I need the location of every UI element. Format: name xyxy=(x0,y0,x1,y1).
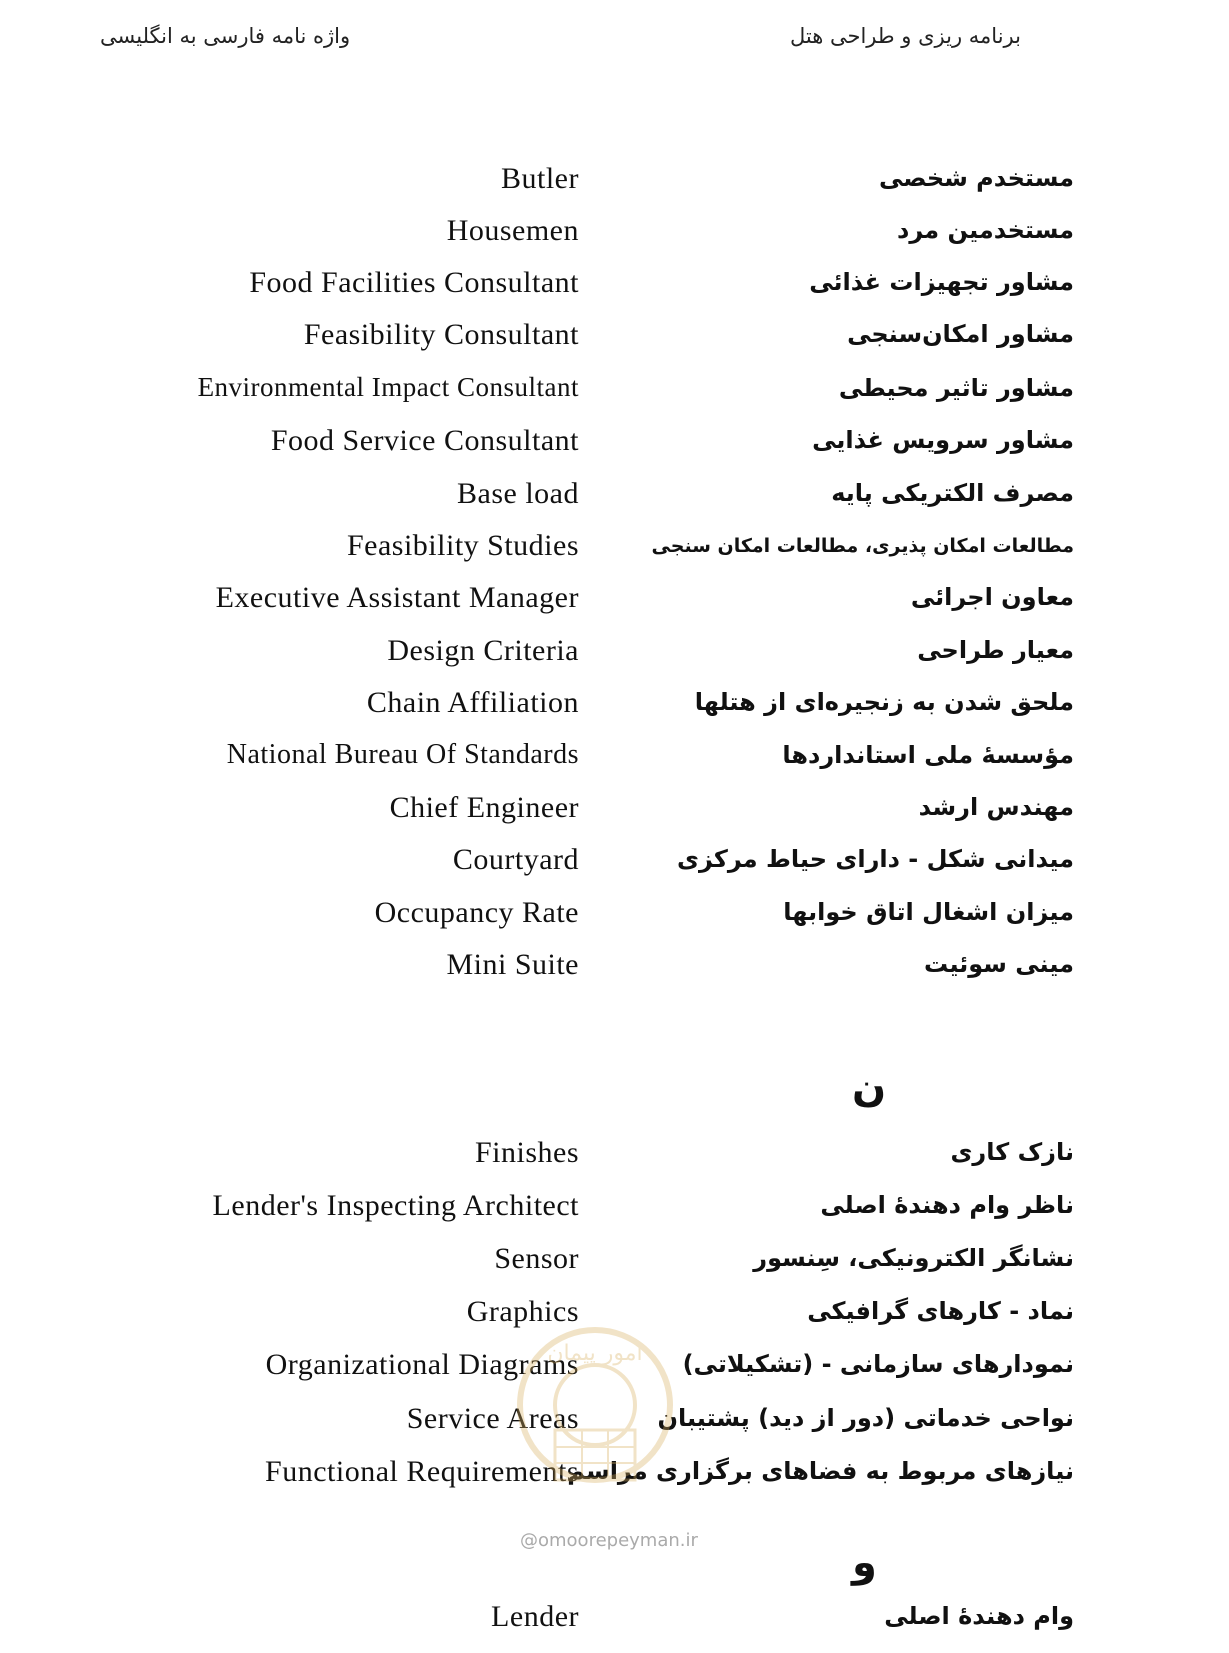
persian-term: مصرف الکتریکی پایه xyxy=(831,479,1074,507)
persian-term: مشاور تجهیزات غذائی xyxy=(809,268,1074,296)
header-right-title: برنامه ریزی و طراحی هتل xyxy=(790,24,1021,48)
persian-term: ناظر وام دهندهٔ اصلی xyxy=(820,1191,1074,1219)
glossary-row xyxy=(0,581,1229,621)
english-term: Feasibility Consultant xyxy=(303,318,579,351)
persian-term: میدانی شکل - دارای حیاط مرکزی xyxy=(676,845,1074,873)
persian-term: معیار طراحی xyxy=(917,636,1074,664)
persian-term: مستخدم شخصی xyxy=(878,164,1074,192)
english-term: Finishes xyxy=(474,1136,579,1169)
persian-term: وام دهندهٔ اصلی xyxy=(884,1602,1074,1630)
persian-term: مهندس ارشد xyxy=(918,793,1074,821)
glossary-row xyxy=(0,372,1229,412)
english-term: Design Criteria xyxy=(387,634,579,667)
glossary-row xyxy=(0,162,1229,202)
glossary-row xyxy=(0,896,1229,936)
glossary-row xyxy=(0,843,1229,883)
glossary-row xyxy=(0,1189,1229,1229)
glossary-row xyxy=(0,266,1229,306)
glossary-row xyxy=(0,948,1229,988)
persian-term: نشانگر الکترونیکی، سِنسور xyxy=(753,1244,1074,1272)
english-term: Chain Affiliation xyxy=(366,686,579,719)
glossary-row xyxy=(0,318,1229,358)
header-left-title: واژه نامه فارسی به انگلیسی xyxy=(100,24,351,48)
english-term: Lender xyxy=(491,1600,579,1633)
glossary-row xyxy=(0,739,1229,779)
english-term: Mini Suite xyxy=(446,948,579,981)
english-term: Executive Assistant Manager xyxy=(215,581,579,614)
english-term: Graphics xyxy=(466,1295,579,1328)
persian-term: مشاور تاثیر محیطی xyxy=(838,374,1074,402)
english-term: Service Areas xyxy=(406,1402,579,1435)
glossary-row xyxy=(0,214,1229,254)
english-term: Housemen xyxy=(446,214,579,247)
english-term: Organizational Diagrams xyxy=(265,1348,579,1381)
glossary-row xyxy=(0,529,1229,569)
persian-term: مینی سوئیت xyxy=(924,950,1074,978)
english-term: Lender's Inspecting Architect xyxy=(212,1189,579,1222)
glossary-row xyxy=(0,477,1229,517)
persian-term: نازک کاری xyxy=(950,1138,1074,1166)
persian-term: نماد - کارهای گرافیکی xyxy=(807,1297,1074,1325)
english-term: Functional Requirements xyxy=(265,1455,579,1488)
english-term: Courtyard xyxy=(452,843,579,876)
english-term: National Bureau Of Standards xyxy=(226,739,579,770)
persian-term: میزان اشغال اتاق خوابها xyxy=(783,898,1074,926)
glossary-row xyxy=(0,686,1229,726)
watermark-seal-icon xyxy=(510,1310,680,1510)
glossary-row xyxy=(0,1242,1229,1282)
glossary-row xyxy=(0,1136,1229,1176)
persian-term: معاون اجرائی xyxy=(910,583,1074,611)
english-term: Occupancy Rate xyxy=(374,896,579,929)
english-term: Food Service Consultant xyxy=(270,424,579,457)
section-letter-noon: ن xyxy=(852,1065,887,1111)
english-term: Environmental Impact Consultant xyxy=(197,372,579,402)
english-term: Feasibility Studies xyxy=(346,529,579,562)
watermark-site: @omoorepeyman.ir xyxy=(520,1530,698,1551)
persian-term: مطالعات امکان پذیری، مطالعات امکان سنجی xyxy=(651,535,1074,557)
english-term: Chief Engineer xyxy=(389,791,579,824)
persian-term: نمودارهای سازمانی - (تشکیلاتی) xyxy=(682,1350,1074,1378)
english-term: Butler xyxy=(501,162,579,195)
english-term: Sensor xyxy=(494,1242,579,1275)
persian-term: نیازهای مربوط به فضاهای برگزاری مراسم xyxy=(567,1457,1074,1485)
glossary-row xyxy=(0,634,1229,674)
section-letter-vav: و xyxy=(852,1540,877,1586)
persian-term: مشاور امکان‌سنجی xyxy=(847,320,1074,348)
persian-term: مشاور سرویس غذایی xyxy=(812,426,1074,454)
persian-term: مستخدمین مرد xyxy=(897,216,1074,244)
glossary-row xyxy=(0,1600,1229,1640)
english-term: Base load xyxy=(457,477,579,510)
persian-term: مؤسسهٔ ملی استانداردها xyxy=(782,741,1074,769)
english-term: Food Facilities Consultant xyxy=(249,266,579,299)
glossary-row xyxy=(0,791,1229,831)
glossary-row xyxy=(0,424,1229,464)
persian-term: نواحی خدماتی (دور از دید) پشتیبان xyxy=(657,1404,1074,1432)
watermark-name: امور پیمان xyxy=(547,1341,643,1366)
persian-term: ملحق شدن به زنجیره‌ای از هتلها xyxy=(694,688,1074,716)
